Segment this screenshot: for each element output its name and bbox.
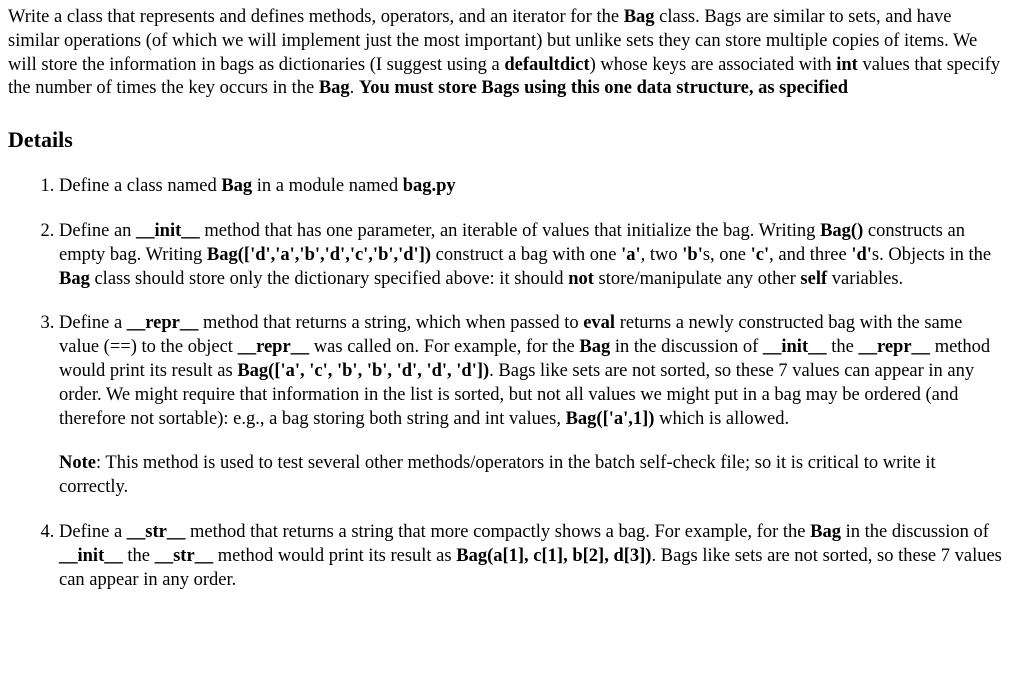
item3-text-3: returns a newly constructed bag with the same value (==) to the object	[59, 313, 963, 358]
item4-text-2: method that returns a string that more compactly shows a bag. For example, for the	[185, 521, 811, 542]
item3-mixed-bag-code: Bag(['a',1])	[565, 408, 655, 429]
item2-text-10: store/manipulate any other	[593, 268, 801, 289]
item1-bag-term: Bag	[221, 176, 253, 197]
item4-paragraph	[59, 521, 1002, 592]
item3-text-8: . Bags like sets are not sorted, so these 7 values can appear in any order. We might require that information in the list is sorted, but not all values we might put in a bag may be ordered (and therefore not sortable): e.g., a bag storing both string and int values,	[59, 360, 975, 429]
item2-text-9: class should store only the dictionary specified above: it should	[89, 268, 569, 289]
item2-paragraph	[59, 220, 1002, 291]
item3-note	[59, 452, 1002, 500]
item3-text-1: Define a	[59, 313, 127, 334]
item3-text-2: method that returns a string, which when passed to	[198, 313, 584, 334]
intro-int-term: int	[836, 54, 858, 75]
item2-text-3: constructs an empty bag. Writing	[59, 220, 965, 265]
item2-text-4: construct a bag with one	[431, 244, 622, 265]
item1-text-1: Define a class named	[59, 176, 222, 197]
intro-requirement: You must store Bags using this one data structure, as specified	[358, 78, 849, 99]
item3-repr-term: __repr__	[126, 313, 199, 334]
list-item-2	[59, 220, 1002, 291]
item3-bag-term: Bag	[579, 337, 611, 358]
list-item-4	[59, 521, 1002, 592]
item2-a-term: 'a'	[621, 244, 641, 265]
note-text: : This method is used to test several other methods/operators in the batch self-check file; so it is critical to write it correctly.	[59, 453, 936, 498]
item4-text-6: . Bags like sets are not sorted, so these 7 values can appear in any order.	[59, 545, 1002, 590]
item2-self-term: self	[800, 268, 828, 289]
item2-init-term: __init__	[136, 220, 200, 241]
item3-text-4: was called on. For example, for the	[309, 337, 580, 358]
intro-text-2: class. Bags are similar to sets, and have similar operations (of which we will implement just the most important) but unlike sets they can store multiple copies of items. We will store the information in bags as dictionaries (I suggest using a	[8, 7, 978, 75]
item1-paragraph	[59, 175, 1002, 199]
item4-text-1: Define a	[59, 521, 127, 542]
item2-text-5: , two	[640, 244, 683, 265]
item3-text-9: which is allowed.	[654, 408, 790, 429]
item4-text-5: method would print its result as	[213, 545, 457, 566]
item3-repr-term-2: __repr__	[237, 337, 310, 358]
item4-bag-term: Bag	[810, 521, 841, 542]
item3-eval-term: eval	[583, 313, 616, 334]
item3-init-term: __init__	[762, 337, 827, 358]
item2-text-7: , and three	[769, 244, 852, 265]
intro-bag-term: Bag	[623, 7, 655, 27]
intro-bag-term-2: Bag	[318, 78, 350, 99]
intro-text-5: .	[349, 78, 359, 99]
item1-module-name: bag.py	[402, 176, 456, 197]
details-list	[8, 175, 1002, 592]
item2-text-11: variables.	[827, 268, 904, 289]
intro-text-1: Write a class that represents and defines methods, operators, and an iterator for the	[8, 7, 624, 27]
intro-text-4: values that specify the number of times the key occurs in the	[8, 54, 1001, 99]
item2-not-term: not	[568, 268, 594, 289]
item2-b-term: 'b'	[682, 244, 703, 265]
item2-empty-bag-code: Bag()	[820, 220, 864, 241]
list-item-3	[59, 312, 1002, 500]
item2-text-6: s, one	[702, 244, 751, 265]
item3-text-7: method would print its result as	[59, 337, 991, 381]
item4-text-4: the	[122, 545, 155, 566]
item3-text-6: the	[826, 337, 859, 358]
item3-repr-term-3: __repr__	[858, 337, 931, 358]
item2-bag-term: Bag	[59, 268, 90, 289]
item1-text-2: in a module named	[252, 176, 403, 197]
item2-bag-example-code: Bag(['d','a','b','d','c','b','d'])	[206, 244, 432, 265]
item4-init-term: __init__	[59, 545, 123, 566]
item2-text-8: s. Objects in the	[871, 244, 992, 265]
item3-repr-output-code: Bag(['a', 'c', 'b', 'b', 'd', 'd', 'd'])	[237, 360, 490, 381]
item2-text-1: Define an	[59, 220, 137, 241]
list-item-1	[59, 175, 1002, 199]
item2-c-term: 'c'	[750, 244, 770, 265]
item4-str-term: __str__	[126, 521, 186, 542]
details-heading: Details	[8, 127, 73, 153]
note-label: Note	[59, 453, 96, 474]
item4-str-output-code: Bag(a[1], c[1], b[2], d[3])	[456, 545, 652, 566]
intro-defaultdict-term: defaultdict	[504, 54, 590, 75]
intro-paragraph	[8, 6, 1002, 101]
item4-str-term-2: __str__	[154, 545, 214, 566]
item2-text-2: method that has one parameter, an iterable of values that initialize the bag. Writing	[199, 220, 821, 241]
item4-text-3: in the discussion of	[840, 521, 989, 542]
item2-d-term: 'd'	[851, 244, 872, 265]
intro-text-3: ) whose keys are associated with	[589, 54, 837, 75]
item3-text-5: in the discussion of	[610, 337, 763, 358]
item3-paragraph	[59, 312, 1002, 431]
